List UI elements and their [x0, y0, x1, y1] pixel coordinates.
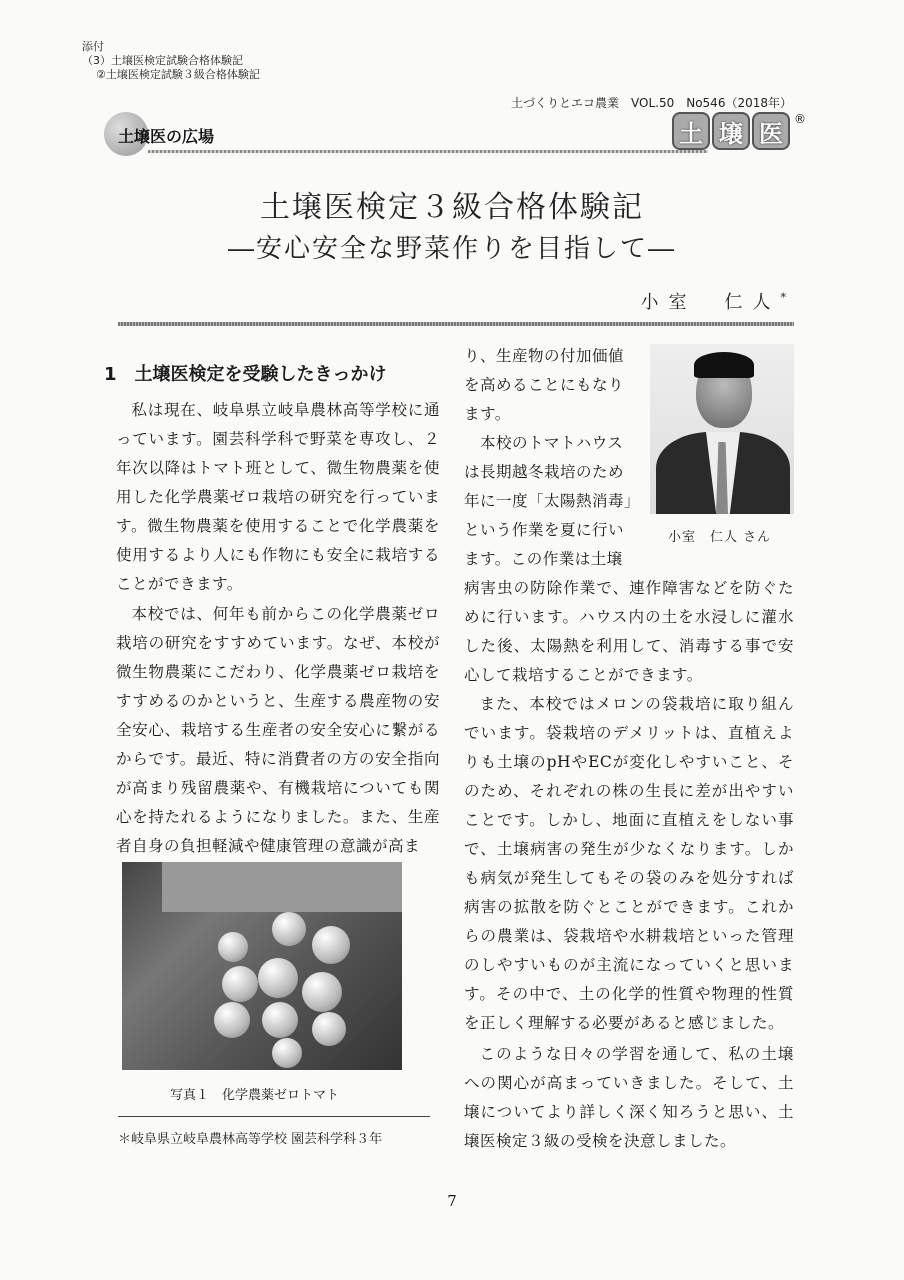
attachment-line: （3）土壌医検定試験合格体験記	[82, 54, 243, 67]
paragraph-wrap-lines	[464, 342, 644, 574]
paragraph: また、本校ではメロンの袋栽培に取り組んでいます。袋栽培のデメリットは、直植えよりも土壌のpHやECが変化しやすいこと、そのため、それぞれの株の生長に差が出やすいことです。しかし、地面に直植えをしない事で、土壌病害の発生が少なくなります。しかも病気が発生してもその袋のみを処分すれば病害の拡散を防ぐとことができます。これからの農業は、袋栽培や水耕栽培といった管理のしやすいものが主流になっていくと思います。その中で、土の化学的性質や物理的性質を正しく理解する必要があると感じました。	[464, 695, 794, 1032]
paragraph: 私は現在、岐阜県立岐阜農林高等学校に通っています。園芸科学科で野菜を専攻し、２年次以降はトマト班として、微生物農薬を使用した化学農薬ゼロ栽培の研究を行っています。微生物農薬を使用することで化学農薬を使用するより人にも作物にも安全に栽培することができます。	[116, 401, 440, 593]
author-photo	[650, 344, 794, 514]
article-subtitle: ―安心安全な野菜作りを目指して―	[227, 234, 676, 264]
paragraph: 病害虫の防除作業で、連作障害などを防ぐために行います。ハウス内の土を水浸しに灌水した後、太陽熱を利用して、消毒する事で安心して栽培することができます。	[464, 579, 794, 684]
text-line: り、生産物の付加価値	[464, 347, 625, 365]
photo1-caption: 写真１ 化学農薬ゼロトマト	[170, 1088, 340, 1103]
title-rule	[118, 322, 794, 326]
article-title: 土壌医検定３級合格体験記	[260, 190, 644, 225]
page-number: 7	[447, 1192, 457, 1210]
section-heading: 1 土壌医検定を受験したきっかけ	[104, 364, 387, 385]
attachment-line: ②土壌医検定試験３級合格体験記	[96, 68, 260, 81]
text-line: ます。	[464, 405, 511, 423]
soil-doctor-logo	[672, 112, 806, 150]
corner-header	[104, 112, 254, 154]
paragraph: このような日々の学習を通して、私の土壌への関心が高まっていきました。そして、土壌についてより詳しく深く知ろうと思い、土壌医検定３級の受検を決意しました。	[464, 1045, 794, 1150]
attachment-line: 添付	[82, 40, 104, 53]
text-line: を高めることにもなり	[464, 376, 625, 394]
logo-char: 土	[672, 112, 710, 150]
text-line: 年に一度「太陽熱消毒」	[464, 492, 641, 510]
journal-info: 土づくりとエコ農業 VOL.50 No546（2018年）	[511, 96, 792, 110]
corner-rule	[148, 150, 708, 153]
text-line: という作業を夏に行い	[464, 521, 625, 539]
author-mark: *	[780, 291, 786, 304]
photo2-caption: 小室 仁人 さん	[668, 530, 772, 545]
text-line: 本校のトマトハウス	[464, 434, 624, 452]
logo-char: 壌	[712, 112, 750, 150]
text-line: は長期越冬栽培のため	[464, 463, 625, 481]
text-line: ます。この作業は土壌	[464, 550, 623, 568]
registered-mark: ®	[794, 112, 806, 126]
paragraph: 本校では、何年も前からこの化学農薬ゼロ栽培の研究をすすめています。なぜ、本校が微生物農薬にこだわり、化学農薬ゼロ栽培をすすめるのかというと、生産する農産物の安全安心、栽培する生産者の安全安心に繋がるからです。最近、特に消費者の方の安全指向が高まり残留農薬や、有機栽培についても関心を持たれるようになりました。また、生産者自身の負担軽減や健康管理の意識が高ま	[116, 605, 440, 855]
author	[641, 288, 787, 314]
footnote-rule	[118, 1116, 430, 1117]
footnote: ＊岐阜県立岐阜農林高等学校 園芸科学科３年	[118, 1132, 383, 1147]
corner-label: 土壌医の広場	[118, 127, 215, 146]
author-name: 小室 仁人	[640, 292, 781, 313]
tomato-photo	[122, 862, 402, 1070]
logo-char: 医	[752, 112, 790, 150]
attachment-note	[82, 40, 260, 82]
